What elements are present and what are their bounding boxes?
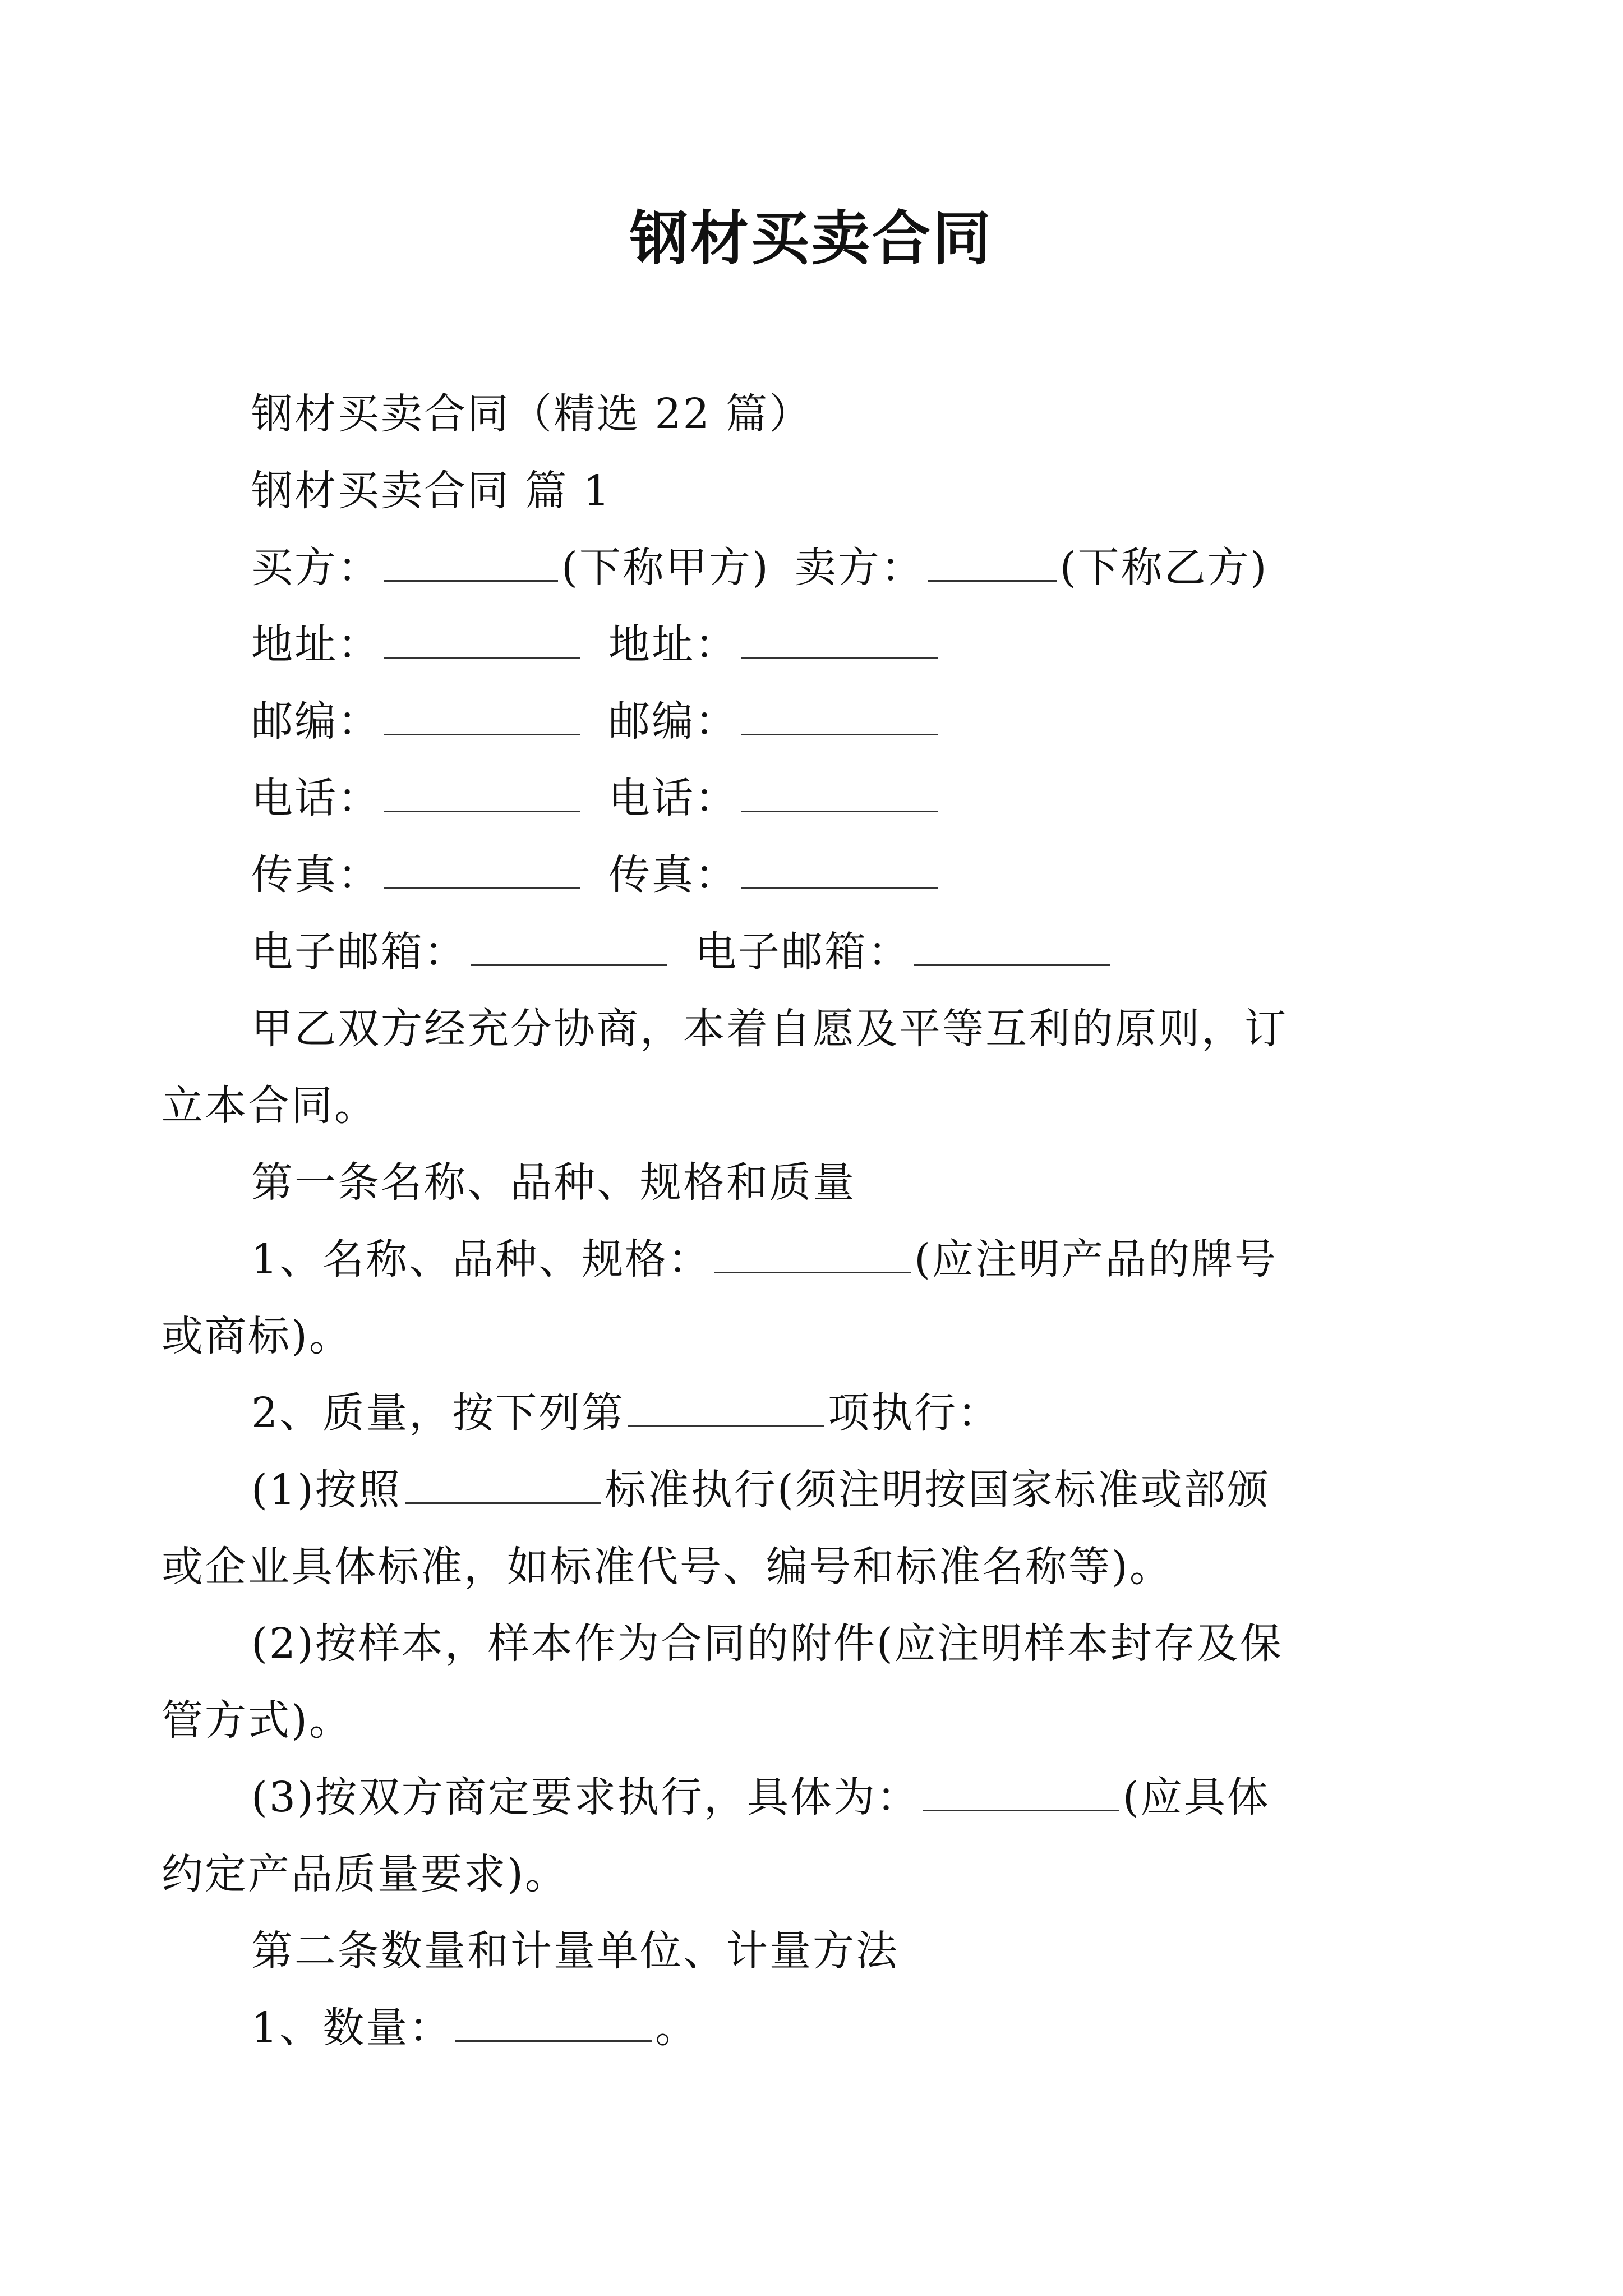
a1-sub1-tail: 标准执行(须注明按国家标准或部颁 [604, 1466, 1270, 1514]
postcode-line [251, 683, 1395, 760]
intro-line-1: 甲乙双方经充分协商，本着自愿及平等互利的原则，订 [251, 1005, 1288, 1053]
email-line [251, 914, 1395, 991]
buyer-blank [384, 539, 558, 582]
buyer-address-blank [384, 615, 580, 659]
a1-sub3-tail: (应具体 [1122, 1773, 1270, 1821]
buyer-postcode-label: 邮编： [251, 697, 381, 746]
seller-address-label: 地址： [608, 620, 738, 669]
a1-item1-cont: 或商标)。 [162, 1312, 352, 1360]
buyer-note: (下称甲方) [561, 544, 770, 592]
seller-phone-blank [741, 769, 938, 812]
a1-sub3-cont: 约定产品质量要求)。 [162, 1850, 568, 1898]
a2-item1-label: 1、数量： [251, 2004, 453, 2052]
a1-sub2-cont: 管方式)。 [162, 1696, 352, 1745]
buyer-email-label: 电子邮箱： [251, 928, 467, 976]
address-line [251, 606, 1395, 683]
seller-fax-blank [741, 846, 938, 889]
seller-blank [928, 539, 1057, 582]
buyer-fax-blank [384, 846, 580, 889]
a1-sub3-label: (3)按双方商定要求执行，具体为： [251, 1773, 920, 1821]
article1-title: 第一条名称、品种、规格和质量 [251, 1158, 856, 1207]
a2-item1-line [251, 1990, 1395, 2067]
a1-sub3-line [251, 1759, 1395, 1836]
seller-address-blank [741, 615, 938, 659]
a1-sub1-line [251, 1452, 1395, 1529]
article2-title: 第二条数量和计量单位、计量方法 [251, 1927, 899, 1975]
buyer-label: 买方： [251, 544, 381, 592]
seller-fax-label: 传真： [608, 851, 738, 899]
phone-line [251, 760, 1395, 837]
buyer-fax-label: 传真： [251, 851, 381, 899]
a1-sub1-blank [405, 1461, 601, 1504]
seller-note: (下称乙方) [1059, 544, 1269, 592]
a2-item1-blank [455, 1999, 652, 2042]
a1-sub3-blank [923, 1768, 1119, 1811]
buyer-email-blank [471, 923, 667, 966]
a2-item1-tail: 。 [655, 2004, 699, 2052]
buyer-phone-blank [384, 769, 580, 812]
a1-item2-tail: 项执行： [828, 1389, 1001, 1437]
seller-postcode-label: 邮编： [608, 697, 738, 746]
a1-item1-line [251, 1221, 1395, 1298]
a1-sub1-label: (1)按照 [251, 1466, 402, 1514]
intro-line-2: 立本合同。 [162, 1082, 377, 1130]
document-title: 钢材买卖合同 [629, 204, 993, 273]
a1-item1-note: (应注明产品的牌号 [914, 1235, 1278, 1283]
seller-postcode-blank [741, 692, 938, 735]
buyer-postcode-blank [384, 692, 580, 735]
a1-item1-blank [714, 1230, 911, 1273]
a1-item2-label: 2、质量，按下列第 [251, 1389, 625, 1437]
section-title: 钢材买卖合同 篇 1 [251, 467, 612, 515]
a1-item2-line [251, 1375, 1395, 1452]
seller-email-label: 电子邮箱： [695, 928, 911, 976]
fax-line [251, 837, 1395, 914]
parties-line [251, 530, 1395, 606]
seller-label: 卖方： [794, 544, 924, 592]
a1-sub1-cont: 或企业具体标准，如标准代号、编号和标准名称等)。 [162, 1543, 1173, 1591]
buyer-address-label: 地址： [251, 620, 381, 669]
subtitle: 钢材买卖合同（精选 22 篇） [251, 390, 813, 438]
seller-phone-label: 电话： [608, 774, 738, 822]
a1-item1-label: 1、名称、品种、规格： [251, 1235, 712, 1283]
a1-sub2-line: (2)按样本，样本作为合同的附件(应注明样本封存及保 [251, 1619, 1283, 1668]
seller-email-blank [914, 923, 1110, 966]
a1-item2-blank [628, 1384, 824, 1427]
buyer-phone-label: 电话： [251, 774, 381, 822]
document-body [162, 376, 1395, 2067]
